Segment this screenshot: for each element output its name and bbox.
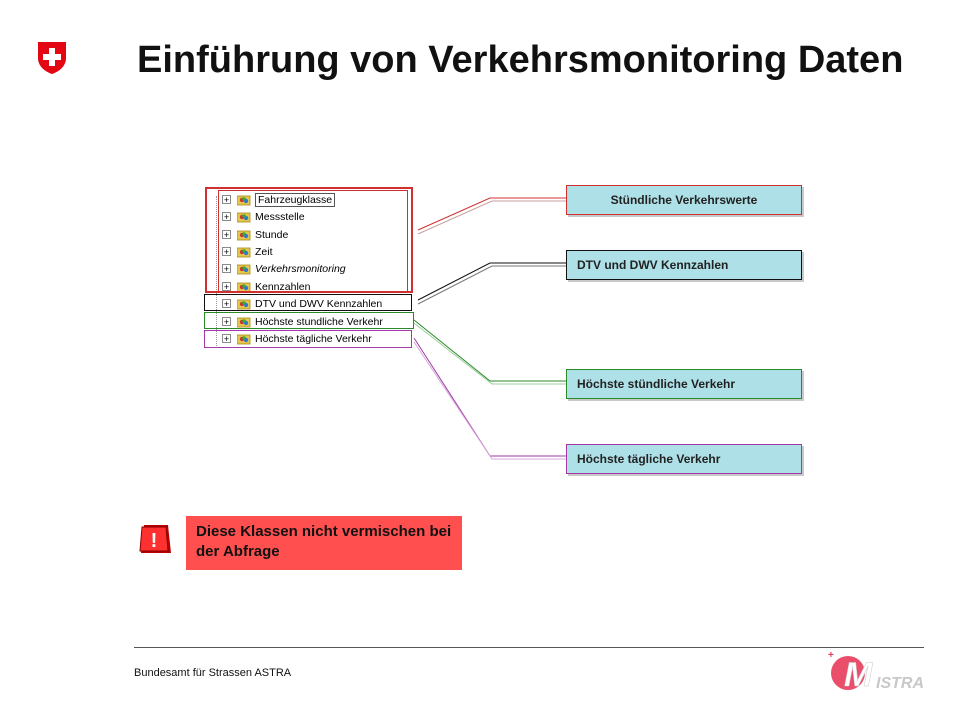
category-label: Höchste stündliche Verkehr [577,377,736,391]
category-hoechste-taegliche [566,444,802,474]
tree-item-label: Höchste tägliche Verkehr [255,332,372,345]
tree-item-label: Stunde [255,228,289,241]
tree-item-label: Höchste stundliche Verkehr [255,315,383,328]
warning-message: Diese Klassen nicht vermischen bei der Abfrage [186,516,462,570]
expand-icon[interactable]: + [223,282,230,292]
footer-divider [134,647,924,648]
page-title: Einführung von Verkehrsmonitoring Daten [137,39,904,81]
tree-item-label: Messstelle [255,210,305,223]
expand-icon[interactable]: + [223,317,230,327]
footer-organization: Bundesamt für Strassen ASTRA [134,667,292,679]
svg-text:+: + [828,650,834,661]
tree-item-label: Zeit [255,245,273,258]
expand-icon[interactable]: + [223,299,230,309]
warning-symbol: ! [150,530,158,552]
astra-logo-text: ISTRA [876,675,924,692]
tree-item-label: Kennzahlen [255,280,311,293]
expand-icon[interactable]: + [223,195,230,205]
category-hoechste-stuendliche [566,369,802,399]
connector-red-2 [418,201,566,234]
category-label: DTV und DWV Kennzahlen [577,258,729,272]
connector-magenta [414,338,566,456]
expand-icon[interactable]: + [223,334,230,344]
category-stuendliche-verkehrswerte [566,185,802,215]
connector-magenta-2 [414,342,566,459]
svg-text:M: M [844,656,873,694]
expand-icon[interactable]: + [223,264,230,274]
warning-icon [138,523,172,557]
connector-red [418,198,566,230]
category-label: Stündliche Verkehrswerte [610,193,758,207]
expand-icon[interactable]: + [223,212,230,222]
connector-black-2 [418,266,566,304]
connector-green [414,320,566,381]
tree-item-label: Fahrzeugklasse [255,193,335,207]
connector-black [418,263,566,300]
expand-icon[interactable]: + [223,230,230,240]
category-dtv-dwv-kennzahlen [566,250,802,280]
connector-green-2 [414,323,566,384]
tree-item-label: DTV und DWV Kennzahlen [255,297,383,310]
category-label: Höchste tägliche Verkehr [577,452,721,466]
astra-logo-icon [824,648,924,698]
expand-icon[interactable]: + [223,247,230,257]
tree-item-label: Verkehrsmonitoring [255,262,346,275]
